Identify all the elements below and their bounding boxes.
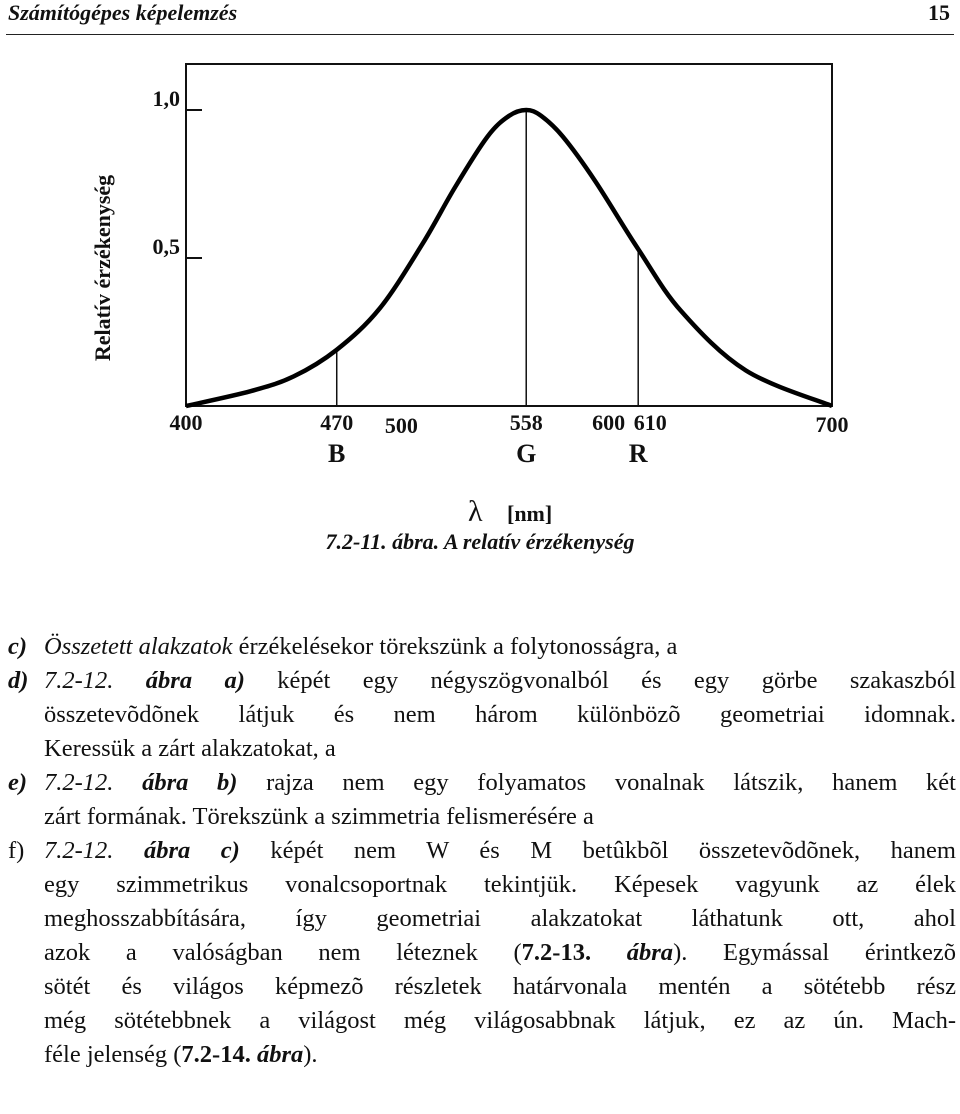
figure-ref: ábra b) — [113, 769, 238, 796]
marker-label-g: G — [516, 439, 537, 468]
figure-ref: ábra c) — [113, 837, 240, 864]
item-label-c: c) — [8, 633, 28, 660]
text-run: féle jelenség ( — [44, 1041, 182, 1068]
text-line: zárt formának. Törekszünk a szimmetria felismerésére a — [44, 803, 594, 830]
header-title: Számítógépes képelemzés — [8, 0, 238, 25]
x-tick-label: 400 — [169, 410, 203, 435]
marker-label-r: R — [628, 439, 648, 468]
text-line: egy szimmetrikus vonalcsoportnak tekintjük. Képesek vagyunk az élek — [44, 871, 956, 898]
figure-caption: 7.2-11. ábra. A relatív érzékenység — [325, 529, 635, 554]
text-line: Keressük a zárt alakzatokat, a — [44, 735, 336, 762]
text-run: ). Egymással érintkezõ — [673, 939, 956, 966]
sensitivity-chart — [0, 40, 960, 580]
text-run: ). — [303, 1041, 318, 1068]
text-line: meghosszabbítására, így geometriai alakzatokat láthatunk ott, ahol — [44, 905, 956, 932]
text-run: rajza nem egy folyamatos vonalnak látszik, hanem két — [237, 769, 956, 796]
text-line: még sötétebbnek a világost még világosabbnak látjuk, ez az ún. Mach- — [44, 1007, 956, 1034]
item-label-d: d) — [8, 667, 29, 694]
text-line — [8, 766, 956, 800]
y-axis-label: Relatív érzékenység — [90, 174, 115, 362]
x-axis-label: [nm] — [507, 501, 553, 526]
y-ticks — [153, 86, 203, 259]
text-line — [8, 936, 956, 970]
page-number: 15 — [928, 0, 950, 25]
header-rule — [6, 34, 954, 35]
figure-ref: 7.2-12. — [44, 837, 114, 864]
y-tick-label: 1,0 — [152, 86, 180, 111]
sensitivity-curve — [186, 110, 832, 406]
figure-ref: ábra — [591, 939, 674, 966]
text-line: összetevõdõnek látjuk és nem három különbözõ geometriai idomnak. — [44, 701, 956, 728]
text-line — [8, 834, 956, 868]
x-ticks — [170, 410, 849, 438]
x-axis-symbol: λ — [468, 495, 483, 528]
figure-ref: 7.2-12. — [44, 769, 114, 796]
item-label-f: f) — [8, 837, 25, 864]
item-label-e: e) — [8, 769, 28, 796]
figure-ref: ábra a) — [113, 667, 245, 694]
text-line: sötét és világos képmezõ részletek határvonala mentén a sötétebb rész — [44, 973, 956, 1000]
body-text — [8, 630, 956, 1072]
text-line — [8, 664, 956, 698]
x-tick-label: 558 — [509, 410, 543, 435]
text-run: képét egy négyszögvonalból és egy görbe szakaszból — [244, 667, 956, 694]
marker-label-b: B — [328, 439, 346, 468]
text-run: azok a valóságban nem léteznek ( — [44, 939, 522, 966]
marker-labels — [328, 439, 648, 468]
figure-ref: ábra — [250, 1041, 304, 1068]
x-tick-label: 500 — [384, 413, 418, 438]
x-tick-label: 700 — [815, 412, 849, 437]
text-line — [8, 1038, 956, 1072]
x-tick-label: 600 — [592, 410, 626, 435]
text-run: képét nem W és M betûkbõl összetevõdõnek, hanem — [239, 837, 956, 864]
text-run: érzékelésekor törekszünk a folytonosságra, a — [232, 633, 678, 660]
emphasis: Összetett alakzatok — [44, 633, 233, 660]
y-tick-label: 0,5 — [152, 234, 180, 259]
figure-ref: 7.2-13. — [521, 939, 592, 966]
marker-lines — [337, 110, 638, 406]
x-tick-label: 470 — [320, 410, 354, 435]
text-line — [8, 630, 956, 664]
figure-ref: 7.2-12. — [44, 667, 114, 694]
x-tick-label: 610 — [633, 410, 667, 435]
figure-ref: 7.2-14. — [181, 1041, 251, 1068]
